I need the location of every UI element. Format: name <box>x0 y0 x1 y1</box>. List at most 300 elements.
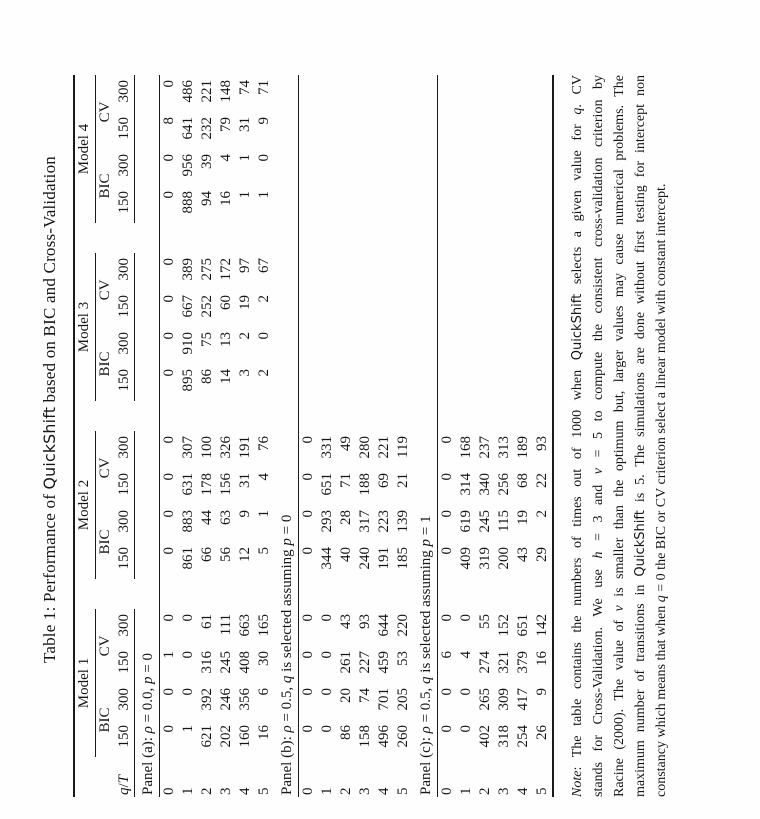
cell-value <box>457 290 476 327</box>
data-row <box>255 75 274 797</box>
column-spacer <box>438 579 458 609</box>
cell-value <box>457 186 476 223</box>
cell-value: 86 <box>199 369 215 384</box>
column-spacer <box>236 579 255 609</box>
cell-value <box>476 75 495 112</box>
cell-value <box>356 290 375 327</box>
column-spacer <box>96 579 116 609</box>
q-value: 1 <box>319 787 335 795</box>
data-row <box>457 75 476 797</box>
cell-value: 43 <box>515 547 531 562</box>
column-spacer <box>255 579 274 609</box>
cell-value: 79 <box>218 117 234 132</box>
cell-value <box>476 290 495 327</box>
column-spacer <box>198 223 217 253</box>
cell-value: 1 <box>256 510 272 518</box>
cell-value: 16 <box>256 725 272 740</box>
column-spacer <box>438 223 458 253</box>
cell-value <box>394 75 413 112</box>
q-value: 0 <box>439 787 455 795</box>
cell-value <box>533 253 553 290</box>
cell-value: 417 <box>515 688 531 711</box>
cell-value <box>337 149 356 186</box>
cell-value: 16 <box>218 191 234 206</box>
cell-value <box>438 290 458 327</box>
cell-value <box>533 75 553 112</box>
cell-value: 663 <box>237 614 253 637</box>
model-4-header: Model 4 <box>74 75 96 223</box>
cell-value: 74 <box>237 80 253 95</box>
cell-value: 227 <box>357 651 373 674</box>
cell-value <box>476 364 495 401</box>
cell-value <box>337 290 356 327</box>
cell-value: 221 <box>199 80 215 103</box>
size-header: 150 <box>115 364 135 401</box>
column-spacer <box>356 223 375 253</box>
cell-value <box>533 364 553 401</box>
cell-value <box>375 364 394 401</box>
cell-value <box>299 75 319 112</box>
cell-value: 2 <box>256 295 272 303</box>
cell-value: 2 <box>256 369 272 377</box>
column-spacer <box>217 579 236 609</box>
column-spacer <box>255 223 274 253</box>
model-header-row <box>74 75 96 797</box>
cell-value: 74 <box>357 688 373 703</box>
cell-value: 1 <box>237 191 253 199</box>
cell-value <box>495 149 514 186</box>
cell-value <box>318 112 337 149</box>
cell-value: 55 <box>477 614 493 629</box>
data-row <box>236 75 255 797</box>
cell-value: 651 <box>319 473 335 496</box>
cell-value: 0 <box>439 688 455 696</box>
cell-value: 956 <box>180 154 196 177</box>
column-spacer <box>299 579 319 609</box>
size-header: 300 <box>115 75 135 112</box>
cell-value: 9 <box>237 510 253 518</box>
cell-value: 71 <box>256 80 272 95</box>
cell-value: 0 <box>439 473 455 481</box>
cell-value <box>394 364 413 401</box>
cell-value: 61 <box>199 614 215 629</box>
cell-value: 0 <box>319 614 335 622</box>
q-value: 3 <box>496 787 512 795</box>
cell-value: 246 <box>218 688 234 711</box>
column-spacer <box>96 223 116 253</box>
cell-value <box>476 186 495 223</box>
cell-value: 60 <box>218 295 234 310</box>
note-line: maximum number of transitions in QuickShift is 5. The simulations are done without first testing for intercept non <box>633 74 648 797</box>
cell-value <box>514 112 533 149</box>
column-spacer <box>514 223 533 253</box>
cell-value: 12 <box>237 547 253 562</box>
cell-value: 93 <box>534 436 550 451</box>
cell-value: 2 <box>237 332 253 340</box>
data-row <box>375 75 394 797</box>
cell-value: 97 <box>237 258 253 273</box>
cell-value <box>457 253 476 290</box>
size-header: 300 <box>115 149 135 186</box>
cell-value: 0 <box>439 614 455 622</box>
cell-value <box>356 149 375 186</box>
cell-value: 67 <box>256 258 272 273</box>
cell-value: 621 <box>199 725 215 748</box>
cell-value: 340 <box>477 473 493 496</box>
column-spacer <box>394 401 413 431</box>
column-spacer <box>394 579 413 609</box>
cell-value: 31 <box>237 473 253 488</box>
cell-value: 13 <box>218 332 234 347</box>
table-title: Table 1: Performance of QuickShift based on BIC and Cross-Validation <box>40 155 59 664</box>
cell-value: 651 <box>515 614 531 637</box>
cell-value: 100 <box>199 436 215 459</box>
data-row <box>318 75 337 797</box>
cell-value: 0 <box>180 688 196 696</box>
column-spacer <box>337 401 356 431</box>
cell-value: 20 <box>338 688 354 703</box>
cell-value <box>514 253 533 290</box>
note-line: constancy which means that when q = 0 the BIC or CV criterion select a linear model with constant intercept. <box>654 183 669 797</box>
model-1-header: Model 1 <box>74 609 96 757</box>
cell-value <box>299 364 319 401</box>
cell-value: 0 <box>300 547 316 555</box>
column-spacer <box>533 401 553 431</box>
size-header: 300 <box>115 683 135 720</box>
column-spacer <box>160 401 180 431</box>
cell-value: 0 <box>458 614 474 622</box>
panel-header-row <box>413 75 438 797</box>
cell-value: 19 <box>237 295 253 310</box>
data-row <box>160 75 180 797</box>
column-spacer <box>514 579 533 609</box>
column-spacer <box>337 223 356 253</box>
cell-value: 256 <box>496 473 512 496</box>
cell-value <box>299 290 319 327</box>
cell-value: 0 <box>161 332 177 340</box>
column-spacer <box>217 223 236 253</box>
cell-value: 28 <box>338 510 354 525</box>
cell-value: 220 <box>395 614 411 637</box>
cell-value: 49 <box>338 436 354 451</box>
cell-value: 29 <box>534 547 550 562</box>
cell-value <box>318 149 337 186</box>
cell-value <box>375 149 394 186</box>
cell-value <box>337 186 356 223</box>
cell-value: 321 <box>496 651 512 674</box>
column-spacer <box>476 223 495 253</box>
cell-value: 667 <box>180 295 196 318</box>
cell-value: 459 <box>376 651 392 674</box>
cell-value <box>299 253 319 290</box>
cell-value: 71 <box>338 473 354 488</box>
cell-value: 701 <box>376 688 392 711</box>
cell-value: 245 <box>477 510 493 533</box>
cell-value <box>337 327 356 364</box>
cell-value: 53 <box>395 651 411 666</box>
column-spacer <box>495 579 514 609</box>
cell-value: 261 <box>338 651 354 674</box>
cell-value: 191 <box>237 436 253 459</box>
column-spacer <box>438 401 458 431</box>
cell-value <box>337 253 356 290</box>
column-spacer <box>375 223 394 253</box>
cell-value <box>337 112 356 149</box>
cell-value: 240 <box>357 547 373 570</box>
cell-value: 148 <box>218 80 234 103</box>
cell-value: 644 <box>376 614 392 637</box>
column-spacer <box>375 401 394 431</box>
cell-value: 0 <box>256 154 272 162</box>
q-over-T-header: q/T <box>115 757 135 797</box>
cell-value: 142 <box>534 614 550 637</box>
size-header: 300 <box>115 609 135 646</box>
cell-value: 139 <box>395 510 411 533</box>
cell-value <box>318 290 337 327</box>
cell-value: 86 <box>338 725 354 740</box>
column-spacer <box>74 223 96 253</box>
cell-value: 191 <box>376 547 392 570</box>
column-spacer <box>299 223 319 253</box>
size-header: 150 <box>115 468 135 505</box>
column-spacer <box>179 223 198 253</box>
data-row <box>533 75 553 797</box>
cell-value: 0 <box>161 80 177 88</box>
cell-value <box>356 364 375 401</box>
cell-value: 0 <box>439 547 455 555</box>
size-header: 300 <box>115 505 135 542</box>
cell-value: 237 <box>477 436 493 459</box>
cell-value: 93 <box>357 614 373 629</box>
table-body <box>135 75 554 797</box>
column-spacer <box>514 401 533 431</box>
cell-value: 39 <box>199 154 215 169</box>
column-spacer <box>318 401 337 431</box>
q-value: 4 <box>237 787 253 795</box>
cell-value: 313 <box>496 436 512 459</box>
cell-value <box>514 290 533 327</box>
column-spacer <box>533 223 553 253</box>
cell-value: 1 <box>180 725 196 733</box>
cv-header: CV <box>97 635 113 657</box>
size-header: 300 <box>115 431 135 468</box>
cell-value <box>514 364 533 401</box>
cell-value: 895 <box>180 369 196 392</box>
cell-value: 0 <box>161 154 177 162</box>
cell-value <box>495 364 514 401</box>
cell-value: 252 <box>199 295 215 318</box>
cell-value <box>394 253 413 290</box>
cell-value <box>438 327 458 364</box>
cell-value: 389 <box>180 258 196 281</box>
cell-value <box>533 149 553 186</box>
column-spacer <box>217 401 236 431</box>
cell-value: 356 <box>237 688 253 711</box>
column-spacer <box>476 401 495 431</box>
cell-value: 861 <box>180 547 196 570</box>
cell-value: 0 <box>458 725 474 733</box>
table-note <box>567 75 672 797</box>
panel-label: Panel (c): ρ = 0.5, q is selected assuming p = 1 <box>413 75 438 797</box>
cell-value: 0 <box>439 436 455 444</box>
cell-value <box>356 327 375 364</box>
column-spacer <box>115 401 135 431</box>
cell-value <box>476 327 495 364</box>
model-3-header: Model 3 <box>74 253 96 401</box>
size-header: 150 <box>115 646 135 683</box>
cell-value <box>318 253 337 290</box>
cell-value: 0 <box>300 651 316 659</box>
cell-value <box>514 75 533 112</box>
column-spacer <box>74 579 96 609</box>
cell-value <box>495 112 514 149</box>
cell-value: 619 <box>458 510 474 533</box>
cell-value: 260 <box>395 725 411 748</box>
cell-value <box>299 186 319 223</box>
cell-value: 189 <box>515 436 531 459</box>
q-value: 5 <box>256 787 272 795</box>
cell-value: 293 <box>319 510 335 533</box>
cell-value: 883 <box>180 510 196 533</box>
cell-value <box>394 290 413 327</box>
cell-value <box>457 327 476 364</box>
column-spacer <box>318 579 337 609</box>
empty-cell <box>96 757 116 797</box>
cell-value: 22 <box>534 473 550 488</box>
column-spacer <box>96 401 116 431</box>
size-header: 150 <box>115 290 135 327</box>
cell-value: 0 <box>300 688 316 696</box>
column-spacer <box>179 401 198 431</box>
cell-value: 76 <box>256 436 272 451</box>
cv-header: CV <box>97 279 113 301</box>
size-header: 300 <box>115 327 135 364</box>
cell-value: 165 <box>256 614 272 637</box>
cv-header: CV <box>97 457 113 479</box>
cell-value <box>514 186 533 223</box>
cell-value: 21 <box>395 473 411 488</box>
corner-cell <box>74 757 96 797</box>
cell-value: 319 <box>477 547 493 570</box>
column-spacer <box>236 223 255 253</box>
data-row <box>495 75 514 797</box>
column-spacer <box>394 223 413 253</box>
cell-value <box>318 364 337 401</box>
cell-value: 0 <box>161 191 177 199</box>
cell-value: 402 <box>477 725 493 748</box>
cell-value: 641 <box>180 117 196 140</box>
cell-value: 0 <box>161 688 177 696</box>
cell-value: 0 <box>439 510 455 518</box>
cell-value: 40 <box>338 547 354 562</box>
cell-value: 26 <box>534 725 550 740</box>
cell-value: 0 <box>300 473 316 481</box>
cell-value: 172 <box>218 258 234 281</box>
cell-value: 631 <box>180 473 196 496</box>
data-row <box>438 75 458 797</box>
cell-value: 3 <box>237 369 253 377</box>
cell-value: 888 <box>180 191 196 214</box>
cell-value: 5 <box>256 547 272 555</box>
cell-value: 1 <box>256 191 272 199</box>
cell-value <box>299 327 319 364</box>
sample-size-header-row <box>115 75 135 797</box>
q-value: 2 <box>477 787 493 795</box>
cell-value: 2 <box>534 510 550 518</box>
cell-value: 69 <box>376 473 392 488</box>
cell-value: 496 <box>376 725 392 748</box>
cell-value: 274 <box>477 651 493 674</box>
cell-value: 254 <box>515 725 531 748</box>
cell-value: 409 <box>458 547 474 570</box>
q-value: 0 <box>300 787 316 795</box>
cell-value <box>356 253 375 290</box>
cell-value <box>318 75 337 112</box>
cell-value: 0 <box>161 369 177 377</box>
cell-value: 0 <box>161 295 177 303</box>
cell-value: 318 <box>496 725 512 748</box>
cell-value <box>438 75 458 112</box>
cell-value: 0 <box>458 688 474 696</box>
cell-value <box>514 149 533 186</box>
column-spacer <box>457 223 476 253</box>
cell-value: 326 <box>218 436 234 459</box>
cell-value: 331 <box>319 436 335 459</box>
column-spacer <box>115 579 135 609</box>
cell-value: 280 <box>357 436 373 459</box>
cell-value: 75 <box>199 332 215 347</box>
column-spacer <box>160 223 180 253</box>
cell-value: 205 <box>395 688 411 711</box>
cell-value: 44 <box>199 510 215 525</box>
size-header: 150 <box>115 112 135 149</box>
cell-value: 0 <box>161 725 177 733</box>
cell-value: 223 <box>376 510 392 533</box>
cell-value: 43 <box>338 614 354 629</box>
cell-value: 31 <box>237 117 253 132</box>
bic-header: BIC <box>97 351 113 377</box>
cell-value <box>438 186 458 223</box>
cell-value: 9 <box>256 117 272 125</box>
cell-value: 0 <box>161 258 177 266</box>
note-line: stands for Cross-Validation. We use h = 3 and v = 5 to compute the consistent cross-validation criterion by <box>591 74 606 797</box>
cell-value <box>476 149 495 186</box>
results-table <box>73 75 554 797</box>
size-header: 150 <box>115 542 135 579</box>
cell-value <box>476 253 495 290</box>
cell-value <box>438 253 458 290</box>
cell-value: 314 <box>458 473 474 496</box>
data-row <box>198 75 217 797</box>
bic-header: BIC <box>97 707 113 733</box>
cell-value <box>394 112 413 149</box>
size-header: 150 <box>115 720 135 757</box>
cell-value: 0 <box>439 725 455 733</box>
data-row <box>356 75 375 797</box>
bic-header: BIC <box>97 529 113 555</box>
column-spacer <box>236 401 255 431</box>
cell-value <box>457 149 476 186</box>
cell-value: 379 <box>515 651 531 674</box>
cell-value: 275 <box>199 258 215 281</box>
column-spacer <box>255 401 274 431</box>
cell-value <box>318 186 337 223</box>
cell-value: 0 <box>161 547 177 555</box>
column-spacer <box>160 579 180 609</box>
cell-value: 202 <box>218 725 234 748</box>
cell-value: 0 <box>319 688 335 696</box>
cell-value: 0 <box>300 725 316 733</box>
